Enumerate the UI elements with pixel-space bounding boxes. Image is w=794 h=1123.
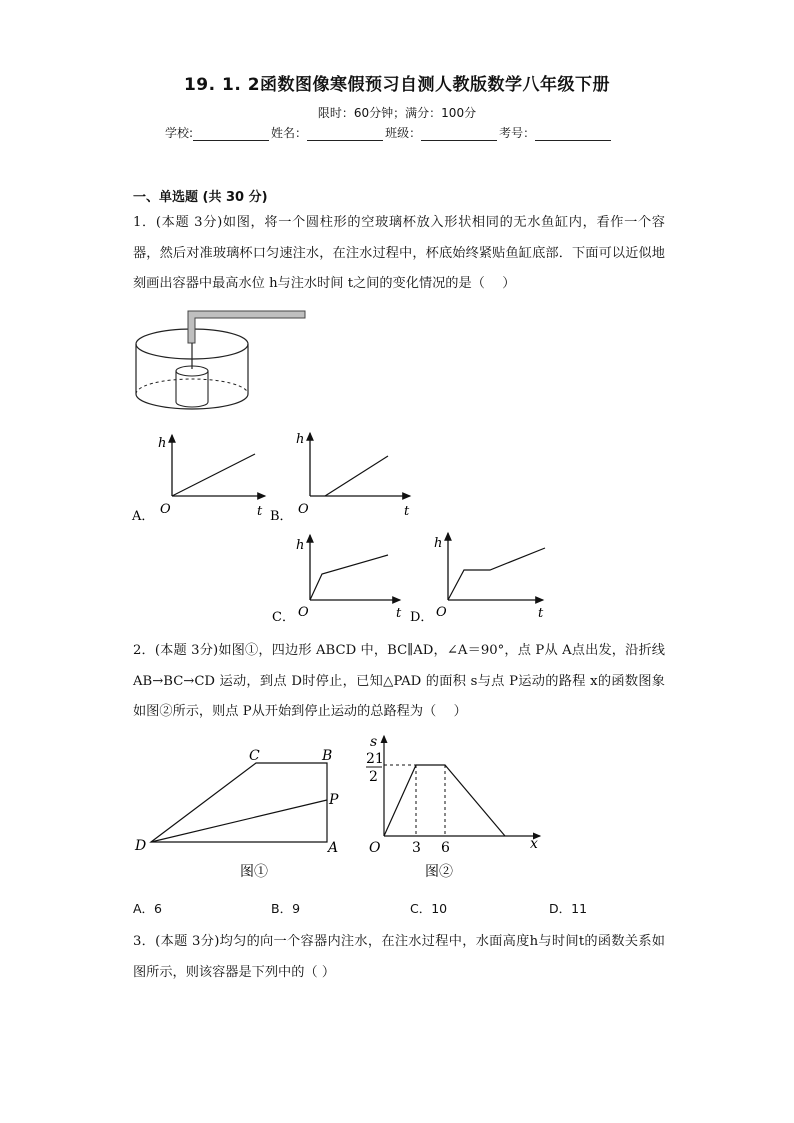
x-axis-label: x <box>530 836 538 852</box>
q2-option-b[interactable]: B．9 <box>271 901 301 916</box>
option-d-graph[interactable] <box>410 533 545 625</box>
figure-2-caption: 图② <box>425 864 453 880</box>
point-b-label: B <box>322 748 333 764</box>
q2-option-a[interactable]: A．6 <box>133 901 163 916</box>
point-d-label: D <box>135 838 147 854</box>
option-a-label: A． <box>132 509 155 524</box>
option-c-t-label: t <box>396 606 402 621</box>
question-1-options <box>130 425 700 630</box>
class-blank <box>421 128 497 141</box>
option-c-h-label: h <box>296 538 305 553</box>
s-axis-label: s <box>370 734 378 750</box>
figure-2-origin: O <box>369 840 381 856</box>
page-title: 19. 1. 2函数图像寒假预习自测人教版数学八年级下册 <box>183 75 611 95</box>
school-label: 学校: <box>165 126 194 140</box>
option-b-label: B． <box>270 509 293 524</box>
section-title: 一、单选题 (共 30 分) <box>133 190 268 205</box>
option-a-origin: O <box>160 502 171 517</box>
point-a-label: A <box>328 840 339 856</box>
option-d-label: D． <box>410 610 434 625</box>
water-pipe <box>188 311 305 343</box>
option-d-origin: O <box>436 605 447 620</box>
figure-1-caption: 图① <box>240 864 268 880</box>
name-blank <box>307 128 383 141</box>
point-p-label: P <box>329 792 339 808</box>
name-label: 姓名： <box>271 126 308 140</box>
point-c-label: C <box>249 748 260 764</box>
option-d-h-label: h <box>434 536 443 551</box>
option-a-graph[interactable] <box>131 435 265 524</box>
option-a-t-label: t <box>257 504 263 519</box>
option-c-origin: O <box>298 605 309 620</box>
x-tick-6: 6 <box>441 840 450 856</box>
q2-option-c[interactable]: C．10 <box>410 901 448 916</box>
exam-no-blank <box>535 128 611 141</box>
figure-2-graph <box>366 734 540 880</box>
option-b-t-label: t <box>404 504 410 519</box>
exam-no-label: 考号： <box>499 126 536 140</box>
exam-info: 限时：60分钟；满分：100分 <box>317 106 477 120</box>
option-b-h-label: h <box>296 432 305 447</box>
student-fields <box>165 124 613 141</box>
option-d-t-label: t <box>538 606 544 621</box>
class-label: 班级： <box>385 126 422 140</box>
option-b-graph[interactable] <box>270 432 410 524</box>
x-tick-3: 3 <box>412 840 421 856</box>
question-3-stem: 3．(本题 3分)均匀的向一个容器内注水，在注水过程中，水面高度h与时间t的函数关系如图所示，则该容器是下列中的（ ） <box>133 934 665 980</box>
s-value-denominator: 2 <box>369 769 378 785</box>
option-c-graph[interactable] <box>272 535 402 625</box>
option-a-h-label: h <box>158 436 167 451</box>
option-b-origin: O <box>298 502 309 517</box>
option-c-label: C． <box>272 610 295 625</box>
q2-option-d[interactable]: D．11 <box>549 901 588 916</box>
school-blank <box>193 128 269 141</box>
figure-1-trapezoid <box>134 748 339 880</box>
question-2-figures <box>130 730 550 885</box>
s-value-numerator: 21 <box>366 751 384 767</box>
question-1-stem: 1．(本题 3分)如图，将一个圆柱形的空玻璃杯放入形状相同的无水鱼缸内，看作一个容器，然后对准玻璃杯口匀速注水，在注水过程中，杯底始终紧贴鱼缸底部．下面可以近似地刻画出容器中最高水位 h与注水时间 t之间的变化情况的是（ ） <box>133 215 665 292</box>
question-2-stem: 2．(本题 3分)如图①，四边形 ABCD 中，BC∥AD，∠A＝90°，点 P从 A点出发，沿折线 AB→BC→CD 运动，到点 D时停止，已知△PAD 的面积 s与点 P运动的路程 x的函数图象如图②所示，则点 P从开始到停止运动的总路程为（ ） <box>133 643 665 720</box>
fish-tank-figure <box>130 305 310 415</box>
